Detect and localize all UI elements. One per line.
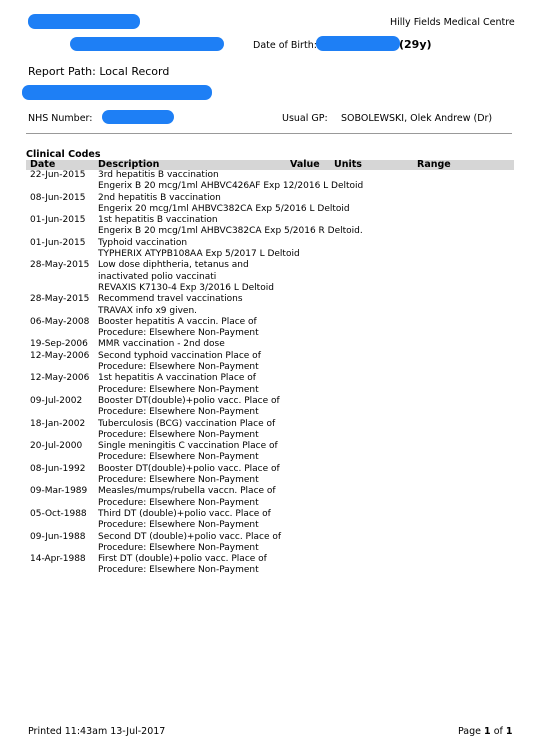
row-description: [98, 554, 267, 577]
row-date: 20-Jul-2000: [30, 441, 83, 452]
row-description: [98, 373, 259, 396]
description-line: Procedure: Elsewhere Non-Payment: [98, 328, 259, 339]
nhs-number-label: NHS Number:: [28, 113, 93, 124]
row-description: [98, 532, 281, 555]
table-row: [26, 238, 514, 261]
page-prefix: Page: [458, 726, 481, 737]
description-line: Booster DT(double)+polio vacc. Place of: [98, 395, 280, 406]
row-description: [98, 339, 225, 350]
description-line: REVAXIS K7130-4 Exp 3/2016 L Deltoid: [98, 282, 274, 293]
clinical-codes-table: [26, 150, 514, 577]
header-divider: [26, 133, 512, 134]
page-number: [458, 726, 513, 737]
row-date: 01-Jun-2015: [30, 237, 86, 248]
description-line: Single meningitis C vaccination Place of: [98, 441, 278, 452]
table-row: [26, 441, 514, 464]
description-line: 3rd hepatitis B vaccination: [98, 170, 219, 180]
dob-label: Date of Birth:: [253, 40, 317, 51]
printed-timestamp: Printed 11:43am 13-Jul-2017: [28, 726, 166, 737]
table-row: [26, 396, 514, 419]
table-row: [26, 554, 514, 577]
description-line: Recommend travel vaccinations: [98, 294, 243, 305]
row-description: [98, 464, 280, 487]
redacted-address: [70, 37, 224, 51]
description-line: Second typhoid vaccination Place of: [98, 350, 261, 361]
description-line: Tuberculosis (BCG) vaccination Place of: [98, 418, 276, 429]
row-date: 09-Jul-2002: [30, 395, 83, 406]
description-line: Procedure: Elsewhere Non-Payment: [98, 362, 259, 373]
row-date: 14-Apr-1988: [30, 554, 86, 565]
row-date: 12-May-2006: [30, 373, 90, 384]
row-date: 22-Jun-2015: [30, 170, 86, 180]
page-total: 1: [505, 726, 513, 737]
description-line: 1st hepatitis B vaccination: [98, 215, 218, 226]
table-row: [26, 260, 514, 294]
patient-age: (29y): [399, 38, 432, 51]
column-header-date: Date: [30, 159, 56, 170]
table-row: [26, 486, 514, 509]
usual-gp-label: Usual GP:: [282, 113, 328, 124]
row-date: 18-Jan-2002: [30, 418, 86, 429]
description-line: TYPHERIX ATYPB108AA Exp 5/2017 L Deltoid: [98, 249, 300, 260]
row-description: [98, 294, 243, 317]
row-description: [98, 170, 363, 193]
table-row: [26, 509, 514, 532]
column-header-value: Value: [290, 159, 320, 170]
column-header-description: Description: [98, 159, 160, 170]
row-date: 12-May-2006: [30, 350, 90, 361]
practice-name: Hilly Fields Medical Centre: [390, 17, 515, 28]
table-row: [26, 419, 514, 442]
row-description: [98, 238, 300, 261]
table-row: [26, 464, 514, 487]
row-date: 08-Jun-1992: [30, 463, 86, 474]
row-date: 01-Jun-2015: [30, 215, 86, 226]
usual-gp-name: SOBOLEWSKI, Olek Andrew (Dr): [341, 113, 493, 124]
table-row: [26, 294, 514, 317]
page-current: 1: [484, 726, 491, 737]
table-row: [26, 193, 514, 216]
row-description: [98, 509, 271, 532]
description-line: Procedure: Elsewhere Non-Payment: [98, 475, 259, 486]
redacted-nhs-number: [102, 110, 174, 124]
description-line: 2nd hepatitis B vaccination: [98, 192, 221, 203]
redacted-dob: [316, 36, 400, 51]
row-description: [98, 396, 280, 419]
description-line: Procedure: Elsewhere Non-Payment: [98, 429, 259, 440]
table-row: [26, 351, 514, 374]
table-header: [26, 160, 514, 170]
row-date: 05-Oct-1988: [30, 508, 87, 519]
description-line: First DT (double)+polio vacc. Place of: [98, 554, 267, 565]
row-description: [98, 215, 363, 238]
table-row: [26, 339, 514, 350]
description-line: Procedure: Elsewhere Non-Payment: [98, 407, 259, 418]
table-body: [26, 170, 514, 577]
column-header-units: Units: [334, 159, 362, 170]
row-description: [98, 193, 350, 216]
description-line: Typhoid vaccination: [98, 237, 188, 248]
table-title: Clinical Codes: [26, 149, 101, 160]
description-line: TRAVAX info x9 given.: [98, 305, 198, 316]
report-path: Report Path: Local Record: [28, 65, 170, 78]
description-line: Booster hepatitis A vaccin. Place of: [98, 316, 257, 327]
description-line: Measles/mumps/rubella vaccn. Place of: [98, 486, 276, 497]
row-date: 08-Jun-2015: [30, 192, 86, 203]
row-description: [98, 419, 275, 442]
row-description: [98, 317, 259, 340]
description-line: Procedure: Elsewhere Non-Payment: [98, 384, 259, 395]
row-date: 19-Sep-2006: [30, 339, 88, 350]
description-line: Procedure: Elsewhere Non-Payment: [98, 542, 259, 553]
description-line: Procedure: Elsewhere Non-Payment: [98, 497, 259, 508]
table-row: [26, 170, 514, 193]
row-date: 28-May-2015: [30, 260, 90, 271]
description-line: Engerix B 20 mcg/1ml AHBVC382CA Exp 5/2016 R Deltoid.: [98, 226, 363, 237]
description-line: inactivated polio vaccinati: [98, 271, 217, 282]
description-line: MMR vaccination - 2nd dose: [98, 339, 225, 350]
description-line: 1st hepatitis A vaccination Place of: [98, 373, 256, 384]
description-line: Third DT (double)+polio vacc. Place of: [98, 508, 271, 519]
redacted-patient-name: [28, 14, 140, 29]
table-row: [26, 215, 514, 238]
row-date: 09-Jun-1988: [30, 531, 86, 542]
description-line: Procedure: Elsewhere Non-Payment: [98, 565, 259, 576]
description-line: Engerix 20 mcg/1ml AHBVC382CA Exp 5/2016 L Deltoid: [98, 203, 350, 214]
description-line: Second DT (double)+polio vacc. Place of: [98, 531, 282, 542]
row-description: [98, 260, 274, 294]
redacted-identifier: [22, 85, 212, 100]
description-line: Low dose diphtheria, tetanus and: [98, 260, 249, 271]
row-description: [98, 486, 276, 509]
row-description: [98, 441, 278, 464]
table-row: [26, 317, 514, 340]
table-row: [26, 373, 514, 396]
row-date: 09-Mar-1989: [30, 486, 88, 497]
row-date: 06-May-2008: [30, 316, 90, 327]
description-line: Booster DT(double)+polio vacc. Place of: [98, 463, 280, 474]
description-line: Procedure: Elsewhere Non-Payment: [98, 520, 259, 531]
row-date: 28-May-2015: [30, 294, 90, 305]
description-line: Engerix B 20 mcg/1ml AHBVC426AF Exp 12/2016 L Deltoid: [98, 181, 364, 192]
row-description: [98, 351, 261, 374]
description-line: Procedure: Elsewhere Non-Payment: [98, 452, 259, 463]
table-row: [26, 532, 514, 555]
column-header-range: Range: [417, 159, 451, 170]
page-of: of: [493, 726, 503, 737]
